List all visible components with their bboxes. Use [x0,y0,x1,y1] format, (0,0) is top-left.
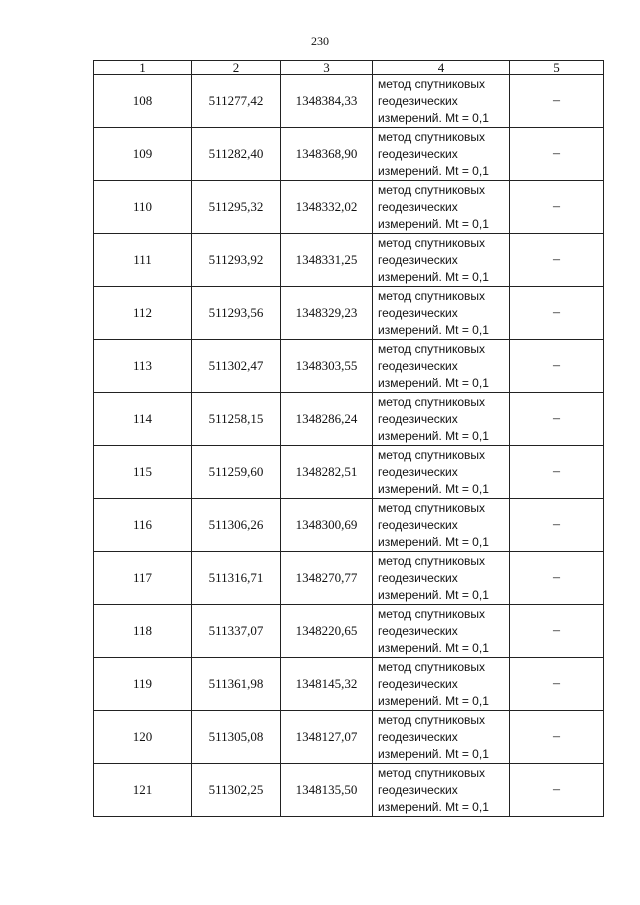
point-number-cell: 113 [94,340,192,393]
x-coordinate-cell: 511277,42 [192,75,281,128]
method-cell: метод спутниковых геодезических измерений. Mt = 0,1 [373,764,510,817]
table-row [94,128,604,181]
table-row [94,181,604,234]
point-number-cell: 116 [94,499,192,552]
method-cell: метод спутниковых геодезических измерений. Mt = 0,1 [373,658,510,711]
table-row [94,234,604,287]
note-cell: – [510,764,604,817]
y-coordinate-cell: 1348329,23 [281,287,373,340]
y-coordinate-cell: 1348303,55 [281,340,373,393]
header-col-3: 3 [281,61,373,75]
method-cell: метод спутниковых геодезических измерений. Mt = 0,1 [373,234,510,287]
method-cell: метод спутниковых геодезических измерений. Mt = 0,1 [373,605,510,658]
y-coordinate-cell: 1348331,25 [281,234,373,287]
table-row [94,764,604,817]
point-number-cell: 114 [94,393,192,446]
point-number-cell: 109 [94,128,192,181]
note-cell: – [510,499,604,552]
point-number-cell: 115 [94,446,192,499]
note-cell: – [510,340,604,393]
note-cell: – [510,75,604,128]
x-coordinate-cell: 511302,47 [192,340,281,393]
method-cell: метод спутниковых геодезических измерений. Mt = 0,1 [373,287,510,340]
header-col-4: 4 [373,61,510,75]
note-cell: – [510,393,604,446]
table-row [94,552,604,605]
table-row [94,75,604,128]
method-cell: метод спутниковых геодезических измерений. Mt = 0,1 [373,128,510,181]
method-cell: метод спутниковых геодезических измерений. Mt = 0,1 [373,181,510,234]
note-cell: – [510,446,604,499]
note-cell: – [510,181,604,234]
y-coordinate-cell: 1348145,32 [281,658,373,711]
y-coordinate-cell: 1348368,90 [281,128,373,181]
y-coordinate-cell: 1348282,51 [281,446,373,499]
x-coordinate-cell: 511293,56 [192,287,281,340]
note-cell: – [510,552,604,605]
x-coordinate-cell: 511361,98 [192,658,281,711]
note-cell: – [510,234,604,287]
x-coordinate-cell: 511306,26 [192,499,281,552]
table-row [94,393,604,446]
point-number-cell: 117 [94,552,192,605]
y-coordinate-cell: 1348332,02 [281,181,373,234]
table-body [94,75,604,817]
table-row [94,605,604,658]
x-coordinate-cell: 511295,32 [192,181,281,234]
table-row [94,446,604,499]
header-col-5: 5 [510,61,604,75]
y-coordinate-cell: 1348270,77 [281,552,373,605]
table-row [94,340,604,393]
method-cell: метод спутниковых геодезических измерений. Mt = 0,1 [373,446,510,499]
coordinates-table [93,60,604,817]
method-cell: метод спутниковых геодезических измерений. Mt = 0,1 [373,340,510,393]
header-col-1: 1 [94,61,192,75]
page-number: 230 [311,34,329,48]
method-cell: метод спутниковых геодезических измерений. Mt = 0,1 [373,499,510,552]
point-number-cell: 110 [94,181,192,234]
x-coordinate-cell: 511337,07 [192,605,281,658]
y-coordinate-cell: 1348135,50 [281,764,373,817]
method-cell: метод спутниковых геодезических измерений. Mt = 0,1 [373,393,510,446]
method-cell: метод спутниковых геодезических измерений. Mt = 0,1 [373,711,510,764]
method-cell: метод спутниковых геодезических измерений. Mt = 0,1 [373,552,510,605]
table-header [94,61,604,75]
point-number-cell: 108 [94,75,192,128]
y-coordinate-cell: 1348220,65 [281,605,373,658]
header-col-2: 2 [192,61,281,75]
header-row [94,61,604,75]
y-coordinate-cell: 1348127,07 [281,711,373,764]
table-row [94,287,604,340]
x-coordinate-cell: 511293,92 [192,234,281,287]
point-number-cell: 120 [94,711,192,764]
y-coordinate-cell: 1348300,69 [281,499,373,552]
point-number-cell: 119 [94,658,192,711]
note-cell: – [510,605,604,658]
note-cell: – [510,128,604,181]
table-row [94,499,604,552]
x-coordinate-cell: 511302,25 [192,764,281,817]
x-coordinate-cell: 511258,15 [192,393,281,446]
note-cell: – [510,287,604,340]
x-coordinate-cell: 511316,71 [192,552,281,605]
point-number-cell: 111 [94,234,192,287]
y-coordinate-cell: 1348384,33 [281,75,373,128]
point-number-cell: 112 [94,287,192,340]
method-cell: метод спутниковых геодезических измерений. Mt = 0,1 [373,75,510,128]
note-cell: – [510,711,604,764]
table-row [94,658,604,711]
y-coordinate-cell: 1348286,24 [281,393,373,446]
point-number-cell: 118 [94,605,192,658]
note-cell: – [510,658,604,711]
x-coordinate-cell: 511305,08 [192,711,281,764]
x-coordinate-cell: 511282,40 [192,128,281,181]
table-row [94,711,604,764]
x-coordinate-cell: 511259,60 [192,446,281,499]
point-number-cell: 121 [94,764,192,817]
